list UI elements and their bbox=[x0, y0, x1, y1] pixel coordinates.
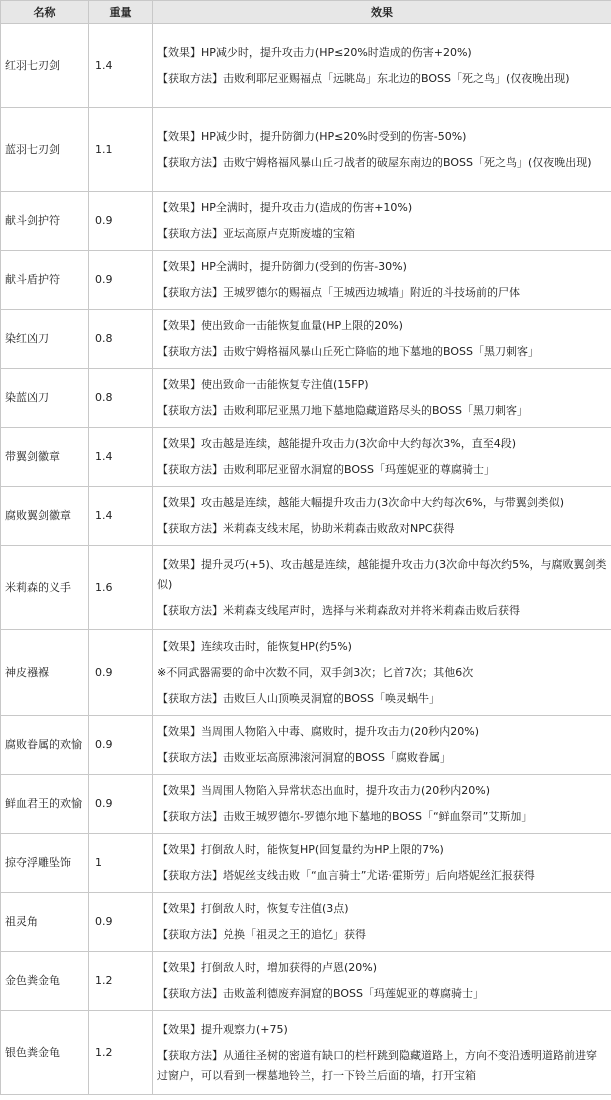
effect-line: 【效果】使出致命一击能恢复血量(HP上限的20%) bbox=[157, 319, 403, 332]
talisman-name: 带翼剑徽章 bbox=[1, 428, 89, 487]
table-row bbox=[1, 428, 611, 487]
talisman-name: 神皮襁褓 bbox=[1, 630, 89, 716]
effect-detail-line: 【获取方法】击败宁姆格福风暴山丘死亡降临的地下墓地的BOSS「黑刀刺客」 bbox=[157, 345, 539, 358]
talisman-effect bbox=[153, 251, 611, 310]
talisman-weight: 0.9 bbox=[89, 630, 153, 716]
effect-line: 【效果】连续攻击时，能恢复HP(约5%) bbox=[157, 639, 352, 653]
effect-line: 【效果】当周围人物陷入中毒、腐败时，提升攻击力(20秒内20%) bbox=[157, 725, 480, 738]
talisman-effect bbox=[153, 834, 611, 893]
talisman-weight: 0.8 bbox=[89, 310, 153, 369]
talisman-name: 掠夺浮雕坠饰 bbox=[1, 834, 89, 893]
talisman-weight: 1.4 bbox=[89, 24, 153, 108]
effect-line: 【效果】当周围人物陷入异常状态出血时，提升攻击力(20秒内20%) bbox=[157, 784, 491, 797]
table-row bbox=[1, 369, 611, 428]
talisman-effect bbox=[153, 310, 611, 369]
effect-line: 【效果】攻击越是连续，越能提升攻击力(3次命中大约每次3%，直至4段) bbox=[157, 437, 517, 450]
talisman-effect bbox=[153, 546, 611, 630]
table-row bbox=[1, 834, 611, 893]
table-row bbox=[1, 192, 611, 251]
table-row bbox=[1, 546, 611, 630]
effect-detail-line: 【获取方法】塔妮丝支线击败「“血言骑士”尤诺·霍斯劳」后向塔妮丝汇报获得 bbox=[157, 869, 535, 882]
talisman-effect bbox=[153, 369, 611, 428]
effect-detail-line: 【获取方法】击败巨人山顶唤灵洞窟的BOSS「唤灵蜗牛」 bbox=[157, 691, 440, 705]
effect-line: 【效果】提升观察力(+75) bbox=[157, 1022, 288, 1036]
talisman-weight: 1.2 bbox=[89, 952, 153, 1011]
talisman-weight: 1.6 bbox=[89, 546, 153, 630]
talisman-effect bbox=[153, 1011, 611, 1095]
effect-line: 【效果】HP减少时，提升防御力(HP≤20%时受到的伤害-50%) bbox=[157, 129, 467, 143]
table-row bbox=[1, 487, 611, 546]
talisman-weight: 1.4 bbox=[89, 428, 153, 487]
talisman-name: 腐败翼剑徽章 bbox=[1, 487, 89, 546]
table-row bbox=[1, 893, 611, 952]
table-row bbox=[1, 24, 611, 108]
talisman-name: 祖灵角 bbox=[1, 893, 89, 952]
talisman-name: 染蓝凶刀 bbox=[1, 369, 89, 428]
table-row bbox=[1, 630, 611, 716]
effect-detail-line: 【获取方法】击败利耶尼亚黑刀地下墓地隐藏道路尽头的BOSS「黑刀刺客」 bbox=[157, 404, 528, 417]
table-row bbox=[1, 952, 611, 1011]
effect-line: 【效果】打倒敌人时，恢复专注值(3点) bbox=[157, 902, 349, 915]
effect-detail-line: 【获取方法】击败利耶尼亚赐福点「远眺岛」东北边的BOSS「死之鸟」(仅夜晚出现) bbox=[157, 71, 570, 85]
talisman-name: 银色粪金龟 bbox=[1, 1011, 89, 1095]
talisman-name: 腐败眷属的欢愉 bbox=[1, 716, 89, 775]
effect-detail-line: 【获取方法】从通往圣树的密道有缺口的栏杆跳到隐藏道路上，方向不变沿透明道路前进穿过窗户，可以看到一棵墓地铃兰，打一下铃兰后面的墙，打开宝箱 bbox=[157, 1048, 597, 1082]
talisman-weight: 0.9 bbox=[89, 192, 153, 251]
talisman-name: 蓝羽七刃剑 bbox=[1, 108, 89, 192]
talisman-effect bbox=[153, 428, 611, 487]
talisman-effect bbox=[153, 952, 611, 1011]
effect-line: 【效果】HP全满时，提升防御力(受到的伤害-30%) bbox=[157, 260, 407, 273]
effect-line: 【效果】打倒敌人时，增加获得的卢恩(20%) bbox=[157, 961, 378, 974]
effect-line: 【效果】HP减少时，提升攻击力(HP≤20%时造成的伤害+20%) bbox=[157, 45, 472, 59]
table-row bbox=[1, 1011, 611, 1095]
talisman-effect bbox=[153, 192, 611, 251]
table-row bbox=[1, 310, 611, 369]
table-row bbox=[1, 716, 611, 775]
talisman-effect bbox=[153, 108, 611, 192]
talisman-name: 金色粪金龟 bbox=[1, 952, 89, 1011]
table-row bbox=[1, 251, 611, 310]
effect-detail-line: 【获取方法】击败亚坛高原沸滚河洞窟的BOSS「腐败眷属」 bbox=[157, 751, 451, 764]
effect-detail-line: 【获取方法】亚坛高原卢克斯废墟的宝箱 bbox=[157, 227, 355, 240]
talisman-weight: 1 bbox=[89, 834, 153, 893]
effect-detail-line: ※不同武器需要的命中次数不同，双手剑3次；匕首7次；其他6次 bbox=[157, 665, 474, 679]
header-effect: 效果 bbox=[153, 1, 611, 24]
effect-detail-line: 【获取方法】米莉森支线尾声时，选择与米莉森敌对并将米莉森击败后获得 bbox=[157, 603, 520, 617]
talisman-weight: 1.2 bbox=[89, 1011, 153, 1095]
talisman-weight: 0.9 bbox=[89, 893, 153, 952]
talisman-effect bbox=[153, 716, 611, 775]
talisman-weight: 0.8 bbox=[89, 369, 153, 428]
effect-detail-line: 【获取方法】米莉森支线末尾，协助米莉森击败敌对NPC获得 bbox=[157, 522, 455, 535]
talisman-name: 米莉森的义手 bbox=[1, 546, 89, 630]
talisman-effect bbox=[153, 775, 611, 834]
talisman-effect bbox=[153, 630, 611, 716]
talisman-weight: 0.9 bbox=[89, 775, 153, 834]
effect-line: 【效果】提升灵巧(+5)、攻击越是连续，越能提升攻击力(3次命中每次约5%，与腐败翼剑类似) bbox=[157, 557, 607, 591]
effect-detail-line: 【获取方法】兑换「祖灵之王的追忆」获得 bbox=[157, 928, 366, 941]
effect-line: 【效果】打倒敌人时，能恢复HP(回复量约为HP上限的7%) bbox=[157, 843, 444, 856]
effect-line: 【效果】使出致命一击能恢复专注值(15FP) bbox=[157, 378, 369, 391]
effect-detail-line: 【获取方法】击败利耶尼亚留水洞窟的BOSS「玛莲妮亚的尊腐骑士」 bbox=[157, 463, 495, 476]
effect-detail-line: 【获取方法】击败王城罗德尔-罗德尔地下墓地的BOSS「“鲜血祭司”艾斯加」 bbox=[157, 810, 533, 823]
effect-line: 【效果】攻击越是连续，越能大幅提升攻击力(3次命中大约每次6%，与带翼剑类似) bbox=[157, 496, 565, 509]
effect-detail-line: 【获取方法】击败宁姆格福风暴山丘刁战者的破屋东南边的BOSS「死之鸟」(仅夜晚出现) bbox=[157, 155, 592, 169]
talisman-weight: 0.9 bbox=[89, 716, 153, 775]
talisman-name: 献斗盾护符 bbox=[1, 251, 89, 310]
effect-line: 【效果】HP全满时，提升攻击力(造成的伤害+10%) bbox=[157, 201, 413, 214]
talisman-weight: 1.4 bbox=[89, 487, 153, 546]
talisman-name: 红羽七刃剑 bbox=[1, 24, 89, 108]
effect-detail-line: 【获取方法】击败盖利德废弃洞窟的BOSS「玛莲妮亚的尊腐骑士」 bbox=[157, 987, 484, 1000]
table-row bbox=[1, 108, 611, 192]
header-row bbox=[1, 1, 611, 24]
talisman-name: 鲜血君王的欢愉 bbox=[1, 775, 89, 834]
talisman-weight: 1.1 bbox=[89, 108, 153, 192]
talisman-effect bbox=[153, 487, 611, 546]
talisman-weight: 0.9 bbox=[89, 251, 153, 310]
table-row bbox=[1, 775, 611, 834]
header-weight: 重量 bbox=[89, 1, 153, 24]
talisman-effect bbox=[153, 893, 611, 952]
effect-detail-line: 【获取方法】王城罗德尔的赐福点「王城西边城墙」附近的斗技场前的尸体 bbox=[157, 286, 520, 299]
talisman-effect bbox=[153, 24, 611, 108]
talisman-name: 染红凶刀 bbox=[1, 310, 89, 369]
talisman-name: 献斗剑护符 bbox=[1, 192, 89, 251]
header-name: 名称 bbox=[1, 1, 89, 24]
